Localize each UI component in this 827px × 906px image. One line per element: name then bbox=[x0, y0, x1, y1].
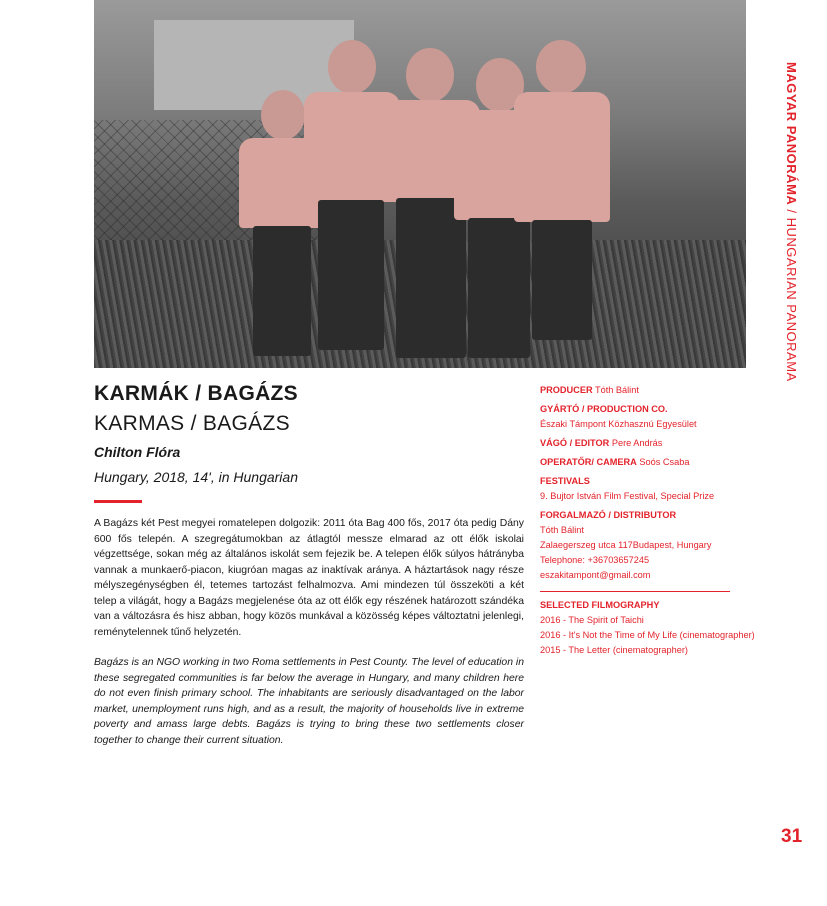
synopsis-hu: A Bagázs két Pest megyei romatelepen dolgozik: 2011 óta Bag 400 fős, 2017 óta pedig Dány 600 fős telepén. A szegregátumokban az átlagtól messze elmarad az ott élők iskolai végzettsége, sokan még az általános iskolát sem fejezik be. A telepen élők súlyos hátrányba vannak a munkaerő-piacon, kiugróan magas az inaktívak aránya. A háztartások nagy része mélyszegénységben él, tetemes tartozást felhalmozva. Ami mindezen túl összeköti a két telep a világát, hogy a Bagázs megjelenése óta az ott élők egy részének határozott szándéka van a változásra és hisz abban, hogy közös munkával a közösség képes változtatni jelenlegi, reménytelennek tűnő helyzetén. bbox=[94, 518, 524, 638]
film-title-hu: KARMÁK / BAGÁZS bbox=[94, 382, 298, 405]
credit-production-co-value: Északi Támpont Közhasznú Egyesület bbox=[540, 419, 697, 429]
credit-camera bbox=[540, 455, 770, 470]
credit-festivals bbox=[540, 474, 770, 504]
title-divider bbox=[94, 500, 142, 503]
director-name: Chilton Flóra bbox=[94, 444, 181, 460]
credit-editor-label: VÁGÓ / EDITOR bbox=[540, 438, 610, 448]
section-label-hu: MAGYAR PANORÁMA bbox=[784, 62, 799, 206]
film-title-en: KARMAS / BAGÁZS bbox=[94, 412, 290, 435]
credit-camera-value: Soós Csaba bbox=[639, 457, 690, 467]
credit-editor bbox=[540, 436, 770, 451]
filmography-item: 2016 - The Spirit of Taichi bbox=[540, 615, 644, 625]
credit-distributor-address: Zalaegerszeg utca 117Budapest, Hungary bbox=[540, 540, 712, 550]
section-label-separator: / bbox=[784, 205, 799, 218]
synopsis-en: Bagázs is an NGO working in two Roma settlements in Pest County. The level of education in these segregated communities is far below the average in Hungary, and many children here do not even finish primary school. The inhabitants are seriously disadvantaged on the labor market, unemployment runs high, and as a result, the majority of households live in extreme poverty and amass large debts. Bagázs is trying to bring these two settlements closer together to change their current situation. bbox=[94, 657, 524, 746]
credit-filmography bbox=[540, 598, 770, 658]
credit-production-co-label: GYÁRTÓ / PRODUCTION CO. bbox=[540, 404, 668, 414]
credit-camera-label: OPERATŐR/ CAMERA bbox=[540, 457, 637, 467]
credit-producer-label: PRODUCER bbox=[540, 385, 593, 395]
section-label bbox=[779, 62, 799, 382]
credit-editor-value: Pere András bbox=[611, 438, 663, 448]
film-meta: Hungary, 2018, 14', in Hungarian bbox=[94, 469, 298, 485]
credit-production-co bbox=[540, 402, 770, 432]
credit-producer-value: Tóth Bálint bbox=[594, 385, 639, 395]
credit-distributor-name: Tóth Bálint bbox=[540, 525, 584, 535]
credit-distributor-label: FORGALMAZÓ / DISTRIBUTOR bbox=[540, 510, 677, 520]
credit-distributor-email: eszakitampont@gmail.com bbox=[540, 570, 651, 580]
section-label-en: HUNGARIAN PANORAMA bbox=[784, 217, 799, 382]
hero-photo bbox=[94, 0, 746, 368]
filmography-item: 2015 - The Letter (cinematographer) bbox=[540, 645, 688, 655]
credits-column bbox=[540, 383, 770, 662]
credit-filmography-label: SELECTED FILMOGRAPHY bbox=[540, 600, 660, 610]
credits-divider bbox=[540, 591, 730, 592]
credit-producer bbox=[540, 383, 770, 398]
credit-festivals-label: FESTIVALS bbox=[540, 476, 590, 486]
credit-festivals-value: 9. Bujtor István Film Festival, Special Prize bbox=[540, 491, 715, 501]
credit-distributor bbox=[540, 508, 770, 583]
credit-distributor-phone: Telephone: +36703657245 bbox=[540, 555, 650, 565]
filmography-item: 2016 - It's Not the Time of My Life (cinematographer) bbox=[540, 630, 755, 640]
page-number: 31 bbox=[781, 826, 803, 847]
